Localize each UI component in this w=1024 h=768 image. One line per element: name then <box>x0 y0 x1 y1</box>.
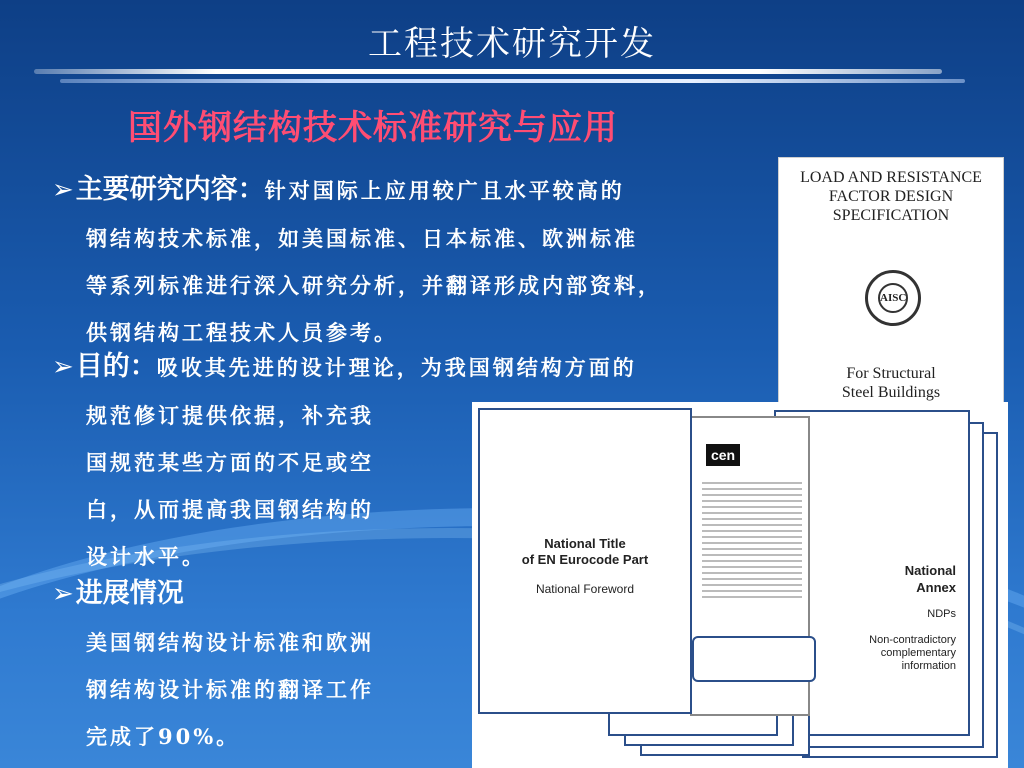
section-progress <box>52 572 374 760</box>
lrfd-cover-footer <box>779 364 1003 402</box>
lrfd-title-line: SPECIFICATION <box>832 207 950 224</box>
aisc-seal-icon <box>865 270 921 326</box>
national-title-line: of EN Eurocode Part <box>521 552 649 567</box>
lrfd-footer-line: Steel Buildings <box>841 384 941 401</box>
title-underline-secondary <box>60 79 965 83</box>
section-line: 等系列标准进行深入研究分析，并翻译形成内部资料， <box>86 273 662 298</box>
annex-note-line: information <box>901 660 956 672</box>
section-line: 国规范某些方面的不足或空 <box>86 450 374 475</box>
section-research-content <box>52 168 662 356</box>
text-lines <box>702 478 802 602</box>
aisc-seal-text: AISC <box>878 283 908 313</box>
section-line: 规范修订提供依据，补充我 <box>86 403 374 428</box>
lrfd-title-line: FACTOR DESIGN <box>828 188 954 205</box>
eurocode-structure-image <box>472 402 1008 768</box>
section-line: 美国钢结构设计标准和欧洲 <box>86 630 374 655</box>
section-line: 钢结构设计标准的翻译工作 <box>86 677 374 702</box>
badge-line: EN Eurocode Part <box>707 640 801 675</box>
bullet-arrow-icon: ➢ <box>52 352 74 382</box>
annex-note-line: complementary <box>880 647 956 659</box>
lrfd-title-line: LOAD AND RESISTANCE <box>800 169 982 186</box>
section-line: 供钢结构工程技术人员参考。 <box>86 320 398 345</box>
badge-line: published by CEN <box>701 681 807 695</box>
national-title-page <box>478 408 692 714</box>
lrfd-cover-title <box>779 168 1003 225</box>
annex-ndps: NDPs <box>927 608 956 620</box>
slide-title: 工程技术研究开发 <box>368 24 656 64</box>
section-heading: 主要研究内容： <box>75 174 265 205</box>
annex-note-line: Non-contradictory <box>869 634 956 646</box>
title-underline-primary <box>34 69 942 74</box>
section-line: 设计水平。 <box>86 544 206 569</box>
national-title-line: National Title <box>544 536 626 551</box>
bullet-arrow-icon: ➢ <box>52 175 74 205</box>
cen-logo-icon: cen <box>706 444 740 466</box>
section-heading: 目的： <box>75 351 157 382</box>
section-line: 白，从而提高我国钢结构的 <box>86 497 374 522</box>
section-heading: 进展情况 <box>75 578 184 609</box>
lrfd-footer-line: For Structural <box>846 365 936 382</box>
bullet-arrow-icon: ➢ <box>52 579 74 609</box>
section-line: 针对国际上应用较广且水平较高的 <box>264 178 625 203</box>
national-foreword: National Foreword <box>535 582 635 596</box>
en-eurocode-badge <box>692 636 816 695</box>
slide-subtitle: 国外钢结构技术标准研究与应用 <box>128 108 618 148</box>
section-line: 钢结构技术标准，如美国标准、日本标准、欧洲标准 <box>86 226 638 251</box>
annex-title-line: National <box>904 563 956 578</box>
lrfd-spec-cover-image <box>778 157 1004 405</box>
annex-title-line: Annex <box>916 580 956 595</box>
section-line: 完成了90%。 <box>86 724 241 749</box>
section-line: 吸收其先进的设计理论，为我国钢结构方面的 <box>156 355 637 380</box>
